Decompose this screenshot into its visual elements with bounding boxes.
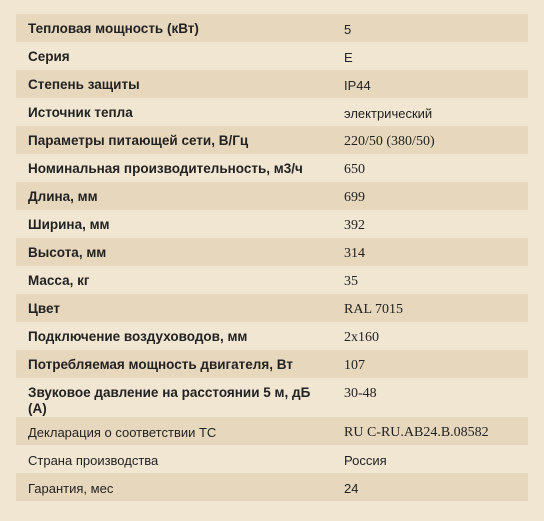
spec-value: 220/50 (380/50) xyxy=(332,126,528,154)
spec-row xyxy=(16,14,528,42)
spec-value: 30-48 xyxy=(332,378,528,417)
spec-label: Высота, мм xyxy=(16,238,332,266)
spec-row xyxy=(16,98,528,126)
spec-value: 650 xyxy=(332,154,528,182)
spec-value: 5 xyxy=(332,14,528,42)
spec-value: электрический xyxy=(332,98,528,126)
spec-row xyxy=(16,210,528,238)
spec-row xyxy=(16,70,528,98)
spec-row xyxy=(16,266,528,294)
spec-row xyxy=(16,294,528,322)
spec-label: Ширина, мм xyxy=(16,210,332,238)
spec-row xyxy=(16,445,528,473)
spec-label: Тепловая мощность (кВт) xyxy=(16,14,332,42)
spec-label: Масса, кг xyxy=(16,266,332,294)
spec-label: Степень защиты xyxy=(16,70,332,98)
spec-value: 2х160 xyxy=(332,322,528,350)
spec-value: 35 xyxy=(332,266,528,294)
spec-row xyxy=(16,154,528,182)
spec-value: 107 xyxy=(332,350,528,378)
spec-value: 314 xyxy=(332,238,528,266)
spec-label: Подключение воздуховодов, мм xyxy=(16,322,332,350)
specifications-table xyxy=(16,14,528,501)
spec-label: Параметры питающей сети, В/Гц xyxy=(16,126,332,154)
spec-row xyxy=(16,182,528,210)
spec-row xyxy=(16,350,528,378)
spec-row xyxy=(16,378,528,417)
spec-value: 699 xyxy=(332,182,528,210)
spec-value: 24 xyxy=(332,473,528,501)
spec-value: 392 xyxy=(332,210,528,238)
spec-row xyxy=(16,238,528,266)
spec-value: E xyxy=(332,42,528,70)
spec-label: Серия xyxy=(16,42,332,70)
spec-row xyxy=(16,417,528,445)
spec-label: Потребляемая мощность двигателя, Вт xyxy=(16,350,332,378)
spec-row xyxy=(16,322,528,350)
spec-row xyxy=(16,126,528,154)
spec-value: IP44 xyxy=(332,70,528,98)
spec-value: RU C-RU.AB24.B.08582 xyxy=(332,417,528,445)
spec-row xyxy=(16,42,528,70)
spec-row xyxy=(16,473,528,501)
spec-label: Звуковое давление на расстоянии 5 м, дБ (А) xyxy=(16,378,332,417)
spec-label: Источник тепла xyxy=(16,98,332,126)
spec-label: Декларация о соответствии ТС xyxy=(16,417,332,445)
spec-label: Цвет xyxy=(16,294,332,322)
spec-label: Гарантия, мес xyxy=(16,473,332,501)
spec-label: Страна производства xyxy=(16,445,332,473)
spec-value: RAL 7015 xyxy=(332,294,528,322)
spec-label: Номинальная производительность, м3/ч xyxy=(16,154,332,182)
spec-value: Россия xyxy=(332,445,528,473)
spec-label: Длина, мм xyxy=(16,182,332,210)
